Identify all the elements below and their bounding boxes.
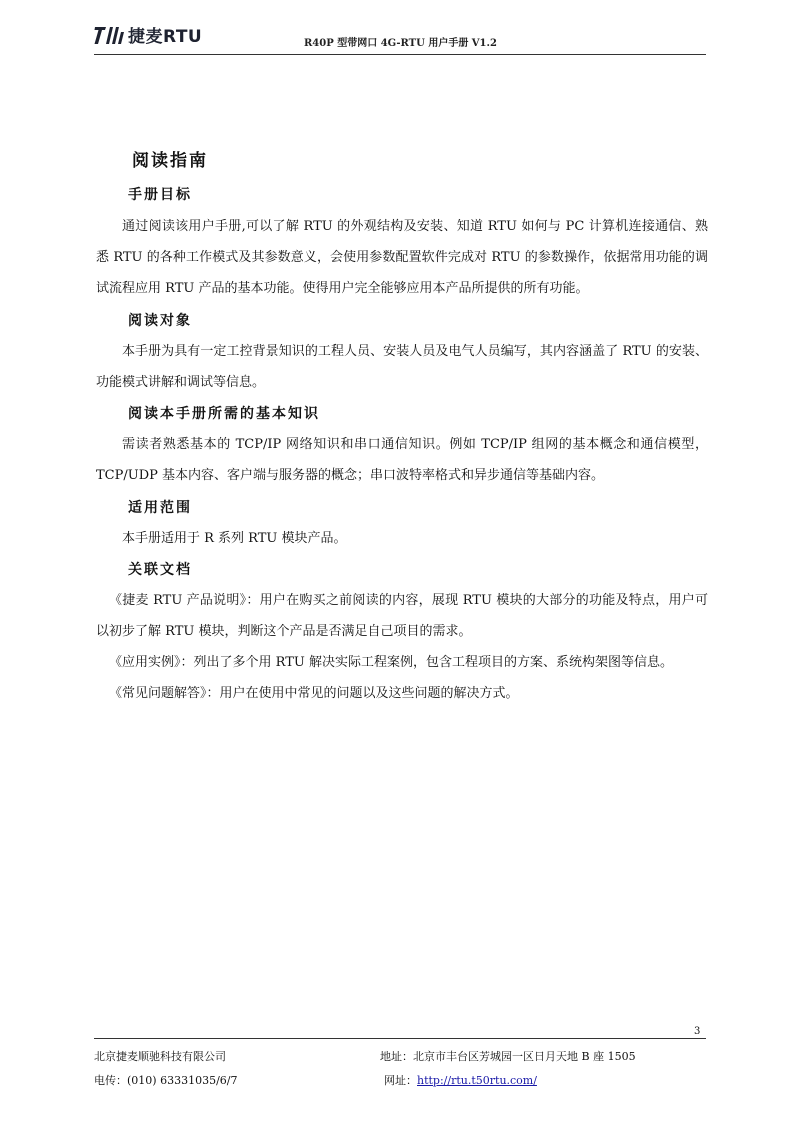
section-heading-scope: 适用范围 <box>128 500 192 516</box>
paragraph-manual-goal: 通过阅读该用户手册,可以了解 RTU 的外观结构及安装、知道 RTU 如何与 PC 计算机连接通信、熟悉 RTU 的各种工作模式及其参数意义，会使用参数配置软件完成对 RTU 的参数操作，依据常用功能的调试流程应用 RTU 产品的基本功能。使得用户完全能够应用本产品所提供的所有功能。 <box>96 219 708 296</box>
footer-website <box>384 1072 537 1088</box>
header-title: R40P 型带网口 4G-RTU 用户手册 V1.2 <box>304 38 497 49</box>
page-header <box>94 14 706 55</box>
footer-website-label: 网址： <box>384 1074 417 1087</box>
paragraph-related-doc-faq: 《常见问题解答》：用户在使用中常见的问题以及这些问题的解决方式。 <box>109 686 519 701</box>
page-title: 阅读指南 <box>132 151 208 171</box>
section-heading-audience: 阅读对象 <box>128 313 192 329</box>
logo <box>94 22 202 47</box>
logo-mark-icon <box>94 24 124 46</box>
page-number: 3 <box>694 1026 701 1037</box>
section-heading-prerequisites: 阅读本手册所需的基本知识 <box>128 406 320 422</box>
paragraph-scope: 本手册适用于 R 系列 RTU 模块产品。 <box>122 531 347 546</box>
footer-website-link[interactable]: http://rtu.t50rtu.com/ <box>417 1074 537 1087</box>
footer-phone: 电传：(010) 63331035/6/7 <box>94 1074 238 1087</box>
logo-text: 捷麦RTU <box>128 27 203 47</box>
footer-address: 地址：北京市丰台区芳城园一区日月天地 B 座 1505 <box>380 1050 636 1063</box>
section-heading-related-docs: 关联文档 <box>128 562 192 578</box>
paragraph-prerequisites: 需读者熟悉基本的 TCP/IP 网络知识和串口通信知识。例如 TCP/IP 组网的基本概念和通信模型，TCP/UDP 基本内容、客户端与服务器的概念；串口波特率格式和异步通信等基础内容。 <box>96 437 708 483</box>
footer-divider <box>94 1038 706 1039</box>
footer-company: 北京捷麦顺驰科技有限公司 <box>94 1050 226 1063</box>
section-heading-manual-goal: 手册目标 <box>128 187 192 203</box>
paragraph-related-doc-examples: 《应用实例》：列出了多个用 RTU 解决实际工程案例，包含工程项目的方案、系统构架图等信息。 <box>109 655 673 670</box>
paragraph-related-doc-product: 《捷麦 RTU 产品说明》：用户在购买之前阅读的内容，展现 RTU 模块的大部分的功能及特点，用户可以初步了解 RTU 模块，判断这个产品是否满足自己项目的需求。 <box>96 593 708 639</box>
paragraph-audience: 本手册为具有一定工控背景知识的工程人员、安装人员及电气人员编写，其内容涵盖了 RTU 的安装、功能模式讲解和调试等信息。 <box>96 344 708 390</box>
